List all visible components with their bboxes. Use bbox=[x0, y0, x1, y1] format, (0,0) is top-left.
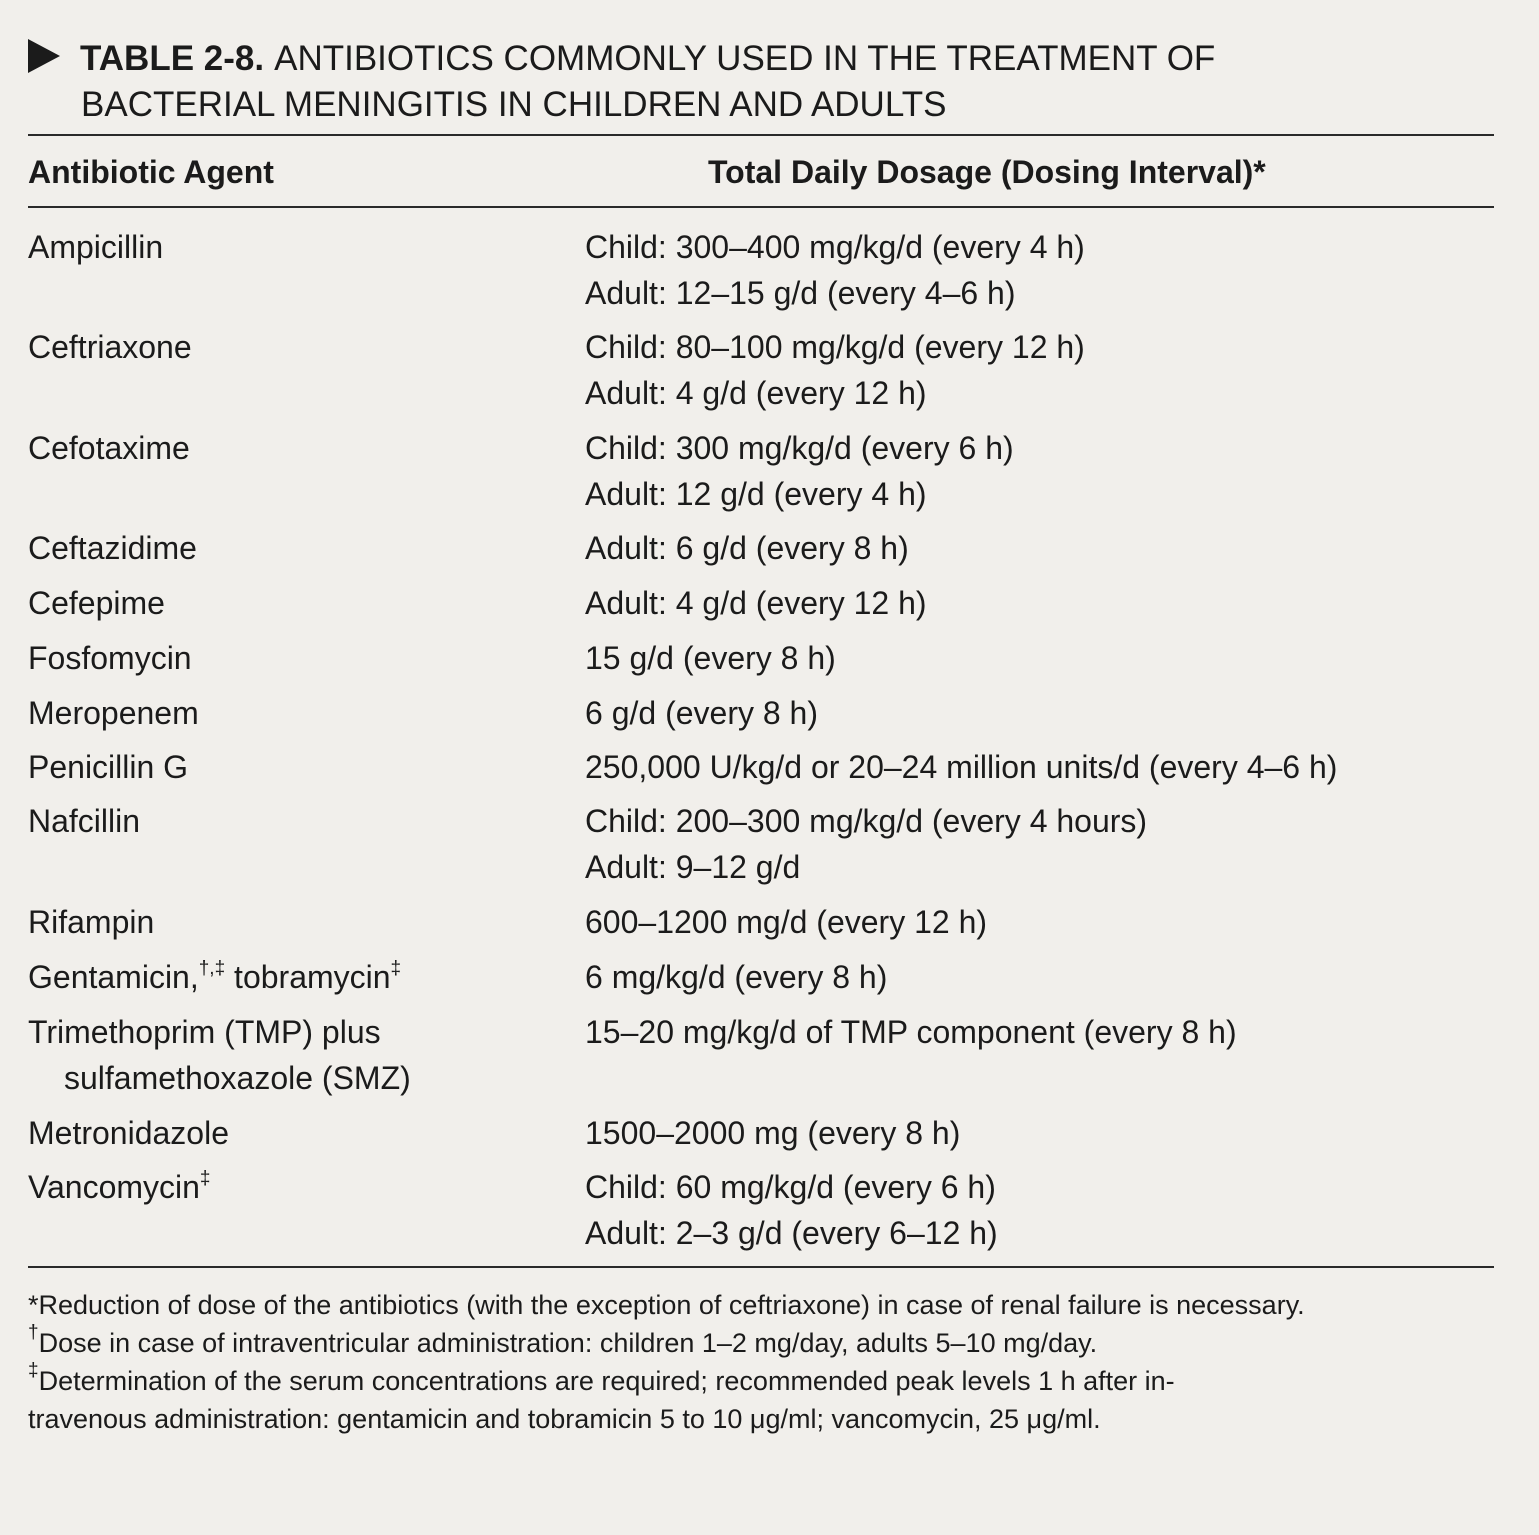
footnote-dagger: †Dose in case of intraventricular administration: children 1–2 mg/day, adults 5–10 mg/day. bbox=[28, 1322, 1098, 1358]
column-header-agent: Antibiotic Agent bbox=[28, 154, 274, 190]
dosage-cell bbox=[585, 525, 1515, 571]
top-rule bbox=[28, 134, 1494, 136]
table-title-line-1: ANTIBIOTICS COMMONLY USED IN THE TREATMENT OF bbox=[274, 39, 1216, 78]
dosage-cell bbox=[585, 635, 1515, 681]
antibiotic-agent: Fosfomycin bbox=[28, 640, 192, 676]
table-title bbox=[28, 36, 1508, 128]
dosage-cell bbox=[585, 1110, 1515, 1156]
dosage-line: Adult: 4 g/d (every 12 h) bbox=[585, 375, 927, 411]
dosage-cell bbox=[585, 899, 1515, 945]
dosage-line: Adult: 4 g/d (every 12 h) bbox=[585, 585, 927, 621]
agent-name: Trimethoprim (TMP) plus bbox=[28, 1014, 381, 1050]
dosage-line: 600–1200 mg/d (every 12 h) bbox=[585, 904, 988, 940]
column-header-dosage: Total Daily Dosage (Dosing Interval)* bbox=[708, 154, 1266, 190]
agent-name: Gentamicin, bbox=[28, 959, 199, 995]
dosage-cell bbox=[585, 324, 1515, 416]
dosage-cell bbox=[585, 744, 1515, 790]
dosage-line: 15–20 mg/kg/d of TMP component (every 8 h) bbox=[585, 1014, 1237, 1050]
dosage-cell bbox=[585, 580, 1515, 626]
footnotes bbox=[28, 1286, 1498, 1438]
dosage-cell bbox=[585, 1164, 1515, 1256]
dosage-line: 6 g/d (every 8 h) bbox=[585, 695, 818, 731]
dosage-cell bbox=[585, 798, 1515, 890]
dosage-line: Child: 60 mg/kg/d (every 6 h) bbox=[585, 1169, 996, 1205]
antibiotic-agent bbox=[28, 1164, 578, 1210]
footnote-mark: ‡ bbox=[199, 1168, 211, 1189]
footnote-double-dagger-continued: travenous administration: gentamicin and tobramicin 5 to 10 μg/ml; vancomycin, 25 μg/ml. bbox=[28, 1404, 1101, 1434]
table-label: TABLE 2-8. bbox=[80, 39, 265, 78]
antibiotic-agent: Metronidazole bbox=[28, 1115, 229, 1151]
dosage-line: Child: 200–300 mg/kg/d (every 4 hours) bbox=[585, 803, 1148, 839]
antibiotic-agent: Meropenem bbox=[28, 695, 199, 731]
antibiotic-agent bbox=[28, 954, 578, 1000]
antibiotic-agent: Nafcillin bbox=[28, 803, 141, 839]
dosage-line: Adult: 12–15 g/d (every 4–6 h) bbox=[585, 275, 1016, 311]
footnote-star: *Reduction of dose of the antibiotics (with the exception of ceftriaxone) in case of renal failure is necessary. bbox=[28, 1290, 1305, 1320]
dosage-line: 6 mg/kg/d (every 8 h) bbox=[585, 959, 888, 995]
dosage-cell bbox=[585, 954, 1515, 1000]
table-title-line-2: BACTERIAL MENINGITIS IN CHILDREN AND ADULTS bbox=[81, 85, 947, 124]
dosage-line: 15 g/d (every 8 h) bbox=[585, 640, 836, 676]
antibiotic-agent: Cefotaxime bbox=[28, 430, 190, 466]
antibiotic-agent: Ampicillin bbox=[28, 229, 164, 265]
footnote-marks: †,‡ bbox=[198, 958, 226, 979]
antibiotic-agent: Cefepime bbox=[28, 585, 165, 621]
dosage-cell bbox=[585, 1009, 1515, 1055]
double-dagger-mark: ‡ bbox=[28, 1360, 39, 1381]
footnote-double-dagger: ‡Determination of the serum concentrations are required; recommended peak levels 1 h after in- bbox=[28, 1360, 1175, 1396]
antibiotic-agent bbox=[28, 1009, 578, 1101]
dosage-line: 1500–2000 mg (every 8 h) bbox=[585, 1115, 961, 1151]
dosage-cell bbox=[585, 224, 1515, 316]
dosage-line: Child: 80–100 mg/kg/d (every 12 h) bbox=[585, 329, 1085, 365]
dosage-line: Adult: 6 g/d (every 8 h) bbox=[585, 530, 909, 566]
antibiotic-agent: Penicillin G bbox=[28, 749, 189, 785]
header-rule bbox=[28, 206, 1494, 208]
agent-name: Vancomycin bbox=[28, 1169, 200, 1205]
dosage-line: Adult: 12 g/d (every 4 h) bbox=[585, 476, 927, 512]
antibiotic-agent: Ceftazidime bbox=[28, 530, 197, 566]
dosage-line: Child: 300 mg/kg/d (every 6 h) bbox=[585, 430, 1014, 466]
dosage-line: Adult: 9–12 g/d bbox=[585, 849, 801, 885]
dosage-line: Child: 300–400 mg/kg/d (every 4 h) bbox=[585, 229, 1085, 265]
footnote-mark: ‡ bbox=[390, 958, 402, 979]
dagger-mark: † bbox=[28, 1322, 39, 1343]
dosage-line: 250,000 U/kg/d or 20–24 million units/d (every 4–6 h) bbox=[585, 749, 1338, 785]
agent-name: tobramycin bbox=[225, 959, 391, 995]
agent-name-continued: sulfamethoxazole (SMZ) bbox=[64, 1060, 411, 1096]
antibiotic-agent: Rifampin bbox=[28, 904, 155, 940]
dosage-line: Adult: 2–3 g/d (every 6–12 h) bbox=[585, 1215, 998, 1251]
dosage-cell bbox=[585, 690, 1515, 736]
bottom-rule bbox=[28, 1266, 1494, 1268]
antibiotic-agent: Ceftriaxone bbox=[28, 329, 192, 365]
triangle-marker-icon bbox=[28, 39, 60, 73]
dosage-cell bbox=[585, 425, 1515, 517]
